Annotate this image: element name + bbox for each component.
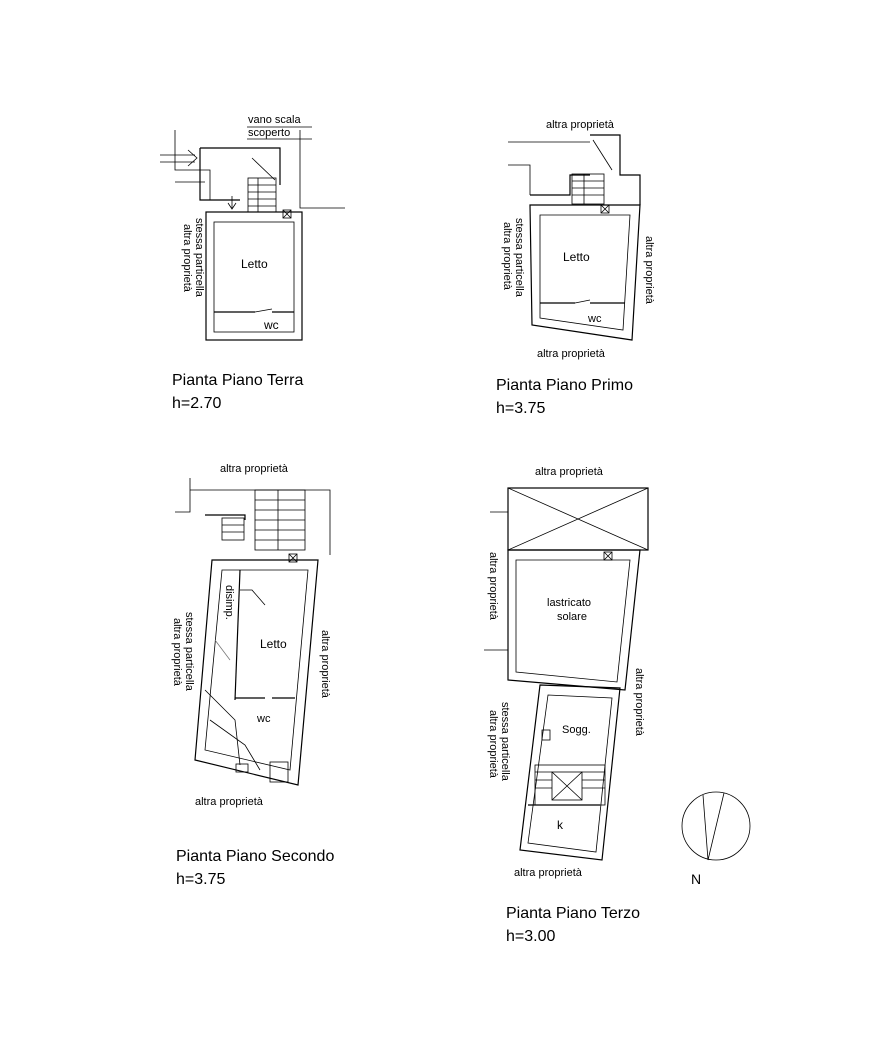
label-side-right: altra proprietà xyxy=(633,668,645,736)
label-lastricato: lastricato xyxy=(547,597,592,609)
plan-piano-secondo xyxy=(171,463,334,888)
plan-caption: Pianta Piano Primo xyxy=(496,377,633,394)
plan-caption: Pianta Piano Secondo xyxy=(176,848,335,865)
label-wc: wc xyxy=(588,313,602,325)
plan-piano-terzo xyxy=(484,466,648,945)
label-side-left-2: altra proprietà xyxy=(501,222,513,290)
label-sogg: Sogg. xyxy=(562,724,591,736)
label-bottom: altra proprietà xyxy=(514,867,582,879)
label-side-left-2: altra proprietà xyxy=(487,710,499,778)
plan-height: h=3.75 xyxy=(176,871,226,888)
label-top: altra proprietà xyxy=(220,463,288,475)
label-letto: Letto xyxy=(241,257,268,271)
label-side-left-2: altra proprietà xyxy=(171,618,183,686)
plan-piano-primo xyxy=(496,119,655,417)
plan-piano-terra xyxy=(160,114,345,412)
label-side-left-1: stessa particella xyxy=(499,702,511,781)
label-solare: solare xyxy=(557,611,587,623)
plan-height: h=3.75 xyxy=(496,400,546,417)
label-scoperto: scoperto xyxy=(248,127,291,139)
label-wc: wc xyxy=(257,713,271,725)
label-vano-scala: vano scala xyxy=(248,114,301,126)
label-side-right: altra proprietà xyxy=(319,630,331,698)
label-top: altra proprietà xyxy=(535,466,603,478)
label-wc: wc xyxy=(264,318,279,332)
label-side-left-top: altra proprietà xyxy=(487,552,499,620)
label-side-left-1: stessa particella xyxy=(183,612,195,691)
label-side-right: altra proprietà xyxy=(643,236,655,304)
label-letto: Letto xyxy=(563,250,590,264)
label-letto: Letto xyxy=(260,637,287,651)
plan-height: h=2.70 xyxy=(172,395,222,412)
label-side-left-2: altra proprietà xyxy=(181,224,193,292)
label-side-left-1: stessa particella xyxy=(513,218,525,297)
label-bottom: altra proprietà xyxy=(195,796,263,808)
label-bottom: altra proprietà xyxy=(537,348,605,360)
plan-caption: Pianta Piano Terra xyxy=(172,372,304,389)
label-top: altra proprietà xyxy=(546,119,614,131)
label-k: k xyxy=(557,818,563,832)
label-side-left-1: stessa particella xyxy=(193,218,205,297)
plan-height: h=3.00 xyxy=(506,928,556,945)
north-compass xyxy=(682,792,750,887)
compass-needle-icon xyxy=(703,793,724,860)
label-disimp: disimp. xyxy=(223,585,235,620)
plan-caption: Pianta Piano Terzo xyxy=(506,905,641,922)
compass-label: N xyxy=(691,871,702,887)
